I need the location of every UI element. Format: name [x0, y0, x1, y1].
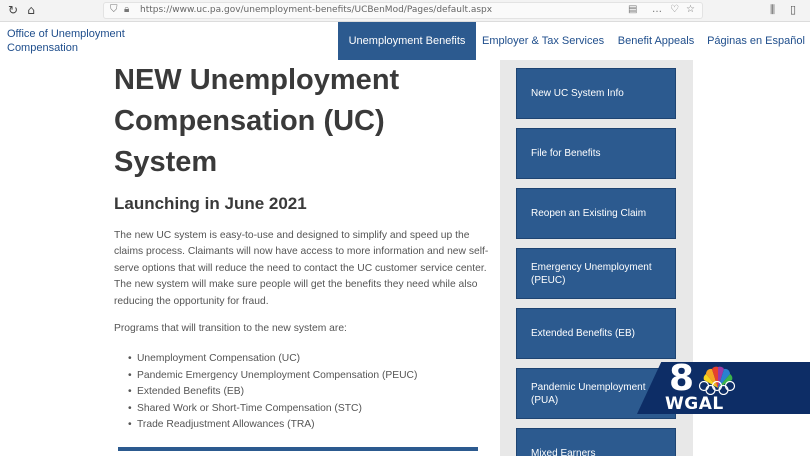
list-item: • Shared Work or Short-Time Compensation (STC): [128, 401, 417, 418]
reload-icon[interactable]: ↻: [7, 3, 19, 17]
sidebar-toggle-icon[interactable]: ▯: [790, 3, 797, 16]
channel-number: 8: [669, 358, 695, 399]
browser-toolbar: [0, 0, 810, 22]
site-logo[interactable]: [7, 27, 137, 55]
lock-icon[interactable]: 🔒︎: [124, 4, 130, 15]
logo-line-1: Office of Unemployment: [7, 28, 125, 40]
sidebar-item-peuc[interactable]: [516, 248, 676, 299]
nav-employer-tax-services[interactable]: Employer & Tax Services: [482, 35, 605, 47]
sidebar-item-new-uc-system-info[interactable]: [516, 68, 676, 119]
page-title: NEW Unemployment Compensation (UC) System: [114, 64, 400, 178]
reader-view-icon[interactable]: ▤: [628, 4, 638, 15]
nav-benefit-appeals[interactable]: Benefit Appeals: [617, 35, 695, 47]
olympic-rings-icon: [697, 381, 737, 395]
list-item: • Trade Readjustment Allowances (TRA): [128, 417, 417, 434]
more-icon[interactable]: …: [652, 4, 662, 15]
content-divider: [118, 447, 478, 451]
sidebar-item-extended-benefits[interactable]: [516, 308, 676, 359]
programs-intro: Programs that will transition to the new system are:: [114, 323, 347, 334]
nav-paginas-en-espanol[interactable]: Páginas en Español: [707, 35, 805, 47]
library-icon[interactable]: ⫼: [770, 3, 776, 16]
station-name: WGAL: [665, 394, 724, 414]
sidebar-item-file-for-benefits[interactable]: [516, 128, 676, 179]
site-header: [0, 22, 810, 60]
logo-line-2: Compensation: [7, 42, 78, 54]
station-logo: [637, 358, 810, 414]
sidebar-item-label: New UC System Info: [531, 88, 624, 99]
sidebar-item-reopen-claim[interactable]: [516, 188, 676, 239]
pocket-icon[interactable]: ♡: [670, 4, 679, 15]
bookmark-star-icon[interactable]: ☆: [686, 4, 695, 15]
sidebar-item-mixed-earners[interactable]: [516, 428, 676, 456]
programs-list: [128, 351, 417, 434]
list-item: • Pandemic Emergency Unemployment Compensation (PEUC): [128, 368, 417, 385]
shield-icon[interactable]: ⛉: [110, 4, 118, 15]
list-item: • Unemployment Compensation (UC): [128, 351, 417, 368]
list-item: • Extended Benefits (EB): [128, 384, 417, 401]
page-subtitle: Launching in June 2021: [114, 194, 307, 213]
nav-unemployment-benefits[interactable]: Unemployment Benefits: [338, 22, 476, 60]
sidebar-item-label: Extended Benefits (EB): [531, 328, 635, 339]
url-text[interactable]: https://www.uc.pa.gov/unemployment-benefits/UCBenMod/Pages/default.aspx: [140, 5, 493, 15]
sidebar-item-label: Mixed Earners: [531, 448, 596, 456]
sidebar-item-label: File for Benefits: [531, 148, 601, 159]
home-icon[interactable]: ⌂: [27, 3, 35, 17]
address-bar[interactable]: [103, 2, 703, 19]
sidebar-item-label: Emergency Unemployment (PEUC): [531, 261, 652, 286]
intro-paragraph: The new UC system is easy-to-use and designed to simplify and speed up the claims process. Claimants will now have access to more information and new self-serve options that will reduce the need to contact the UC customer service center. The new system will make sure people will get the benefits they need while also reducing the opportunity for fraud.: [114, 230, 489, 307]
sidebar-item-label: Pandemic Unemployment (PUA): [531, 381, 646, 406]
sidebar-item-label: Reopen an Existing Claim: [531, 208, 647, 219]
